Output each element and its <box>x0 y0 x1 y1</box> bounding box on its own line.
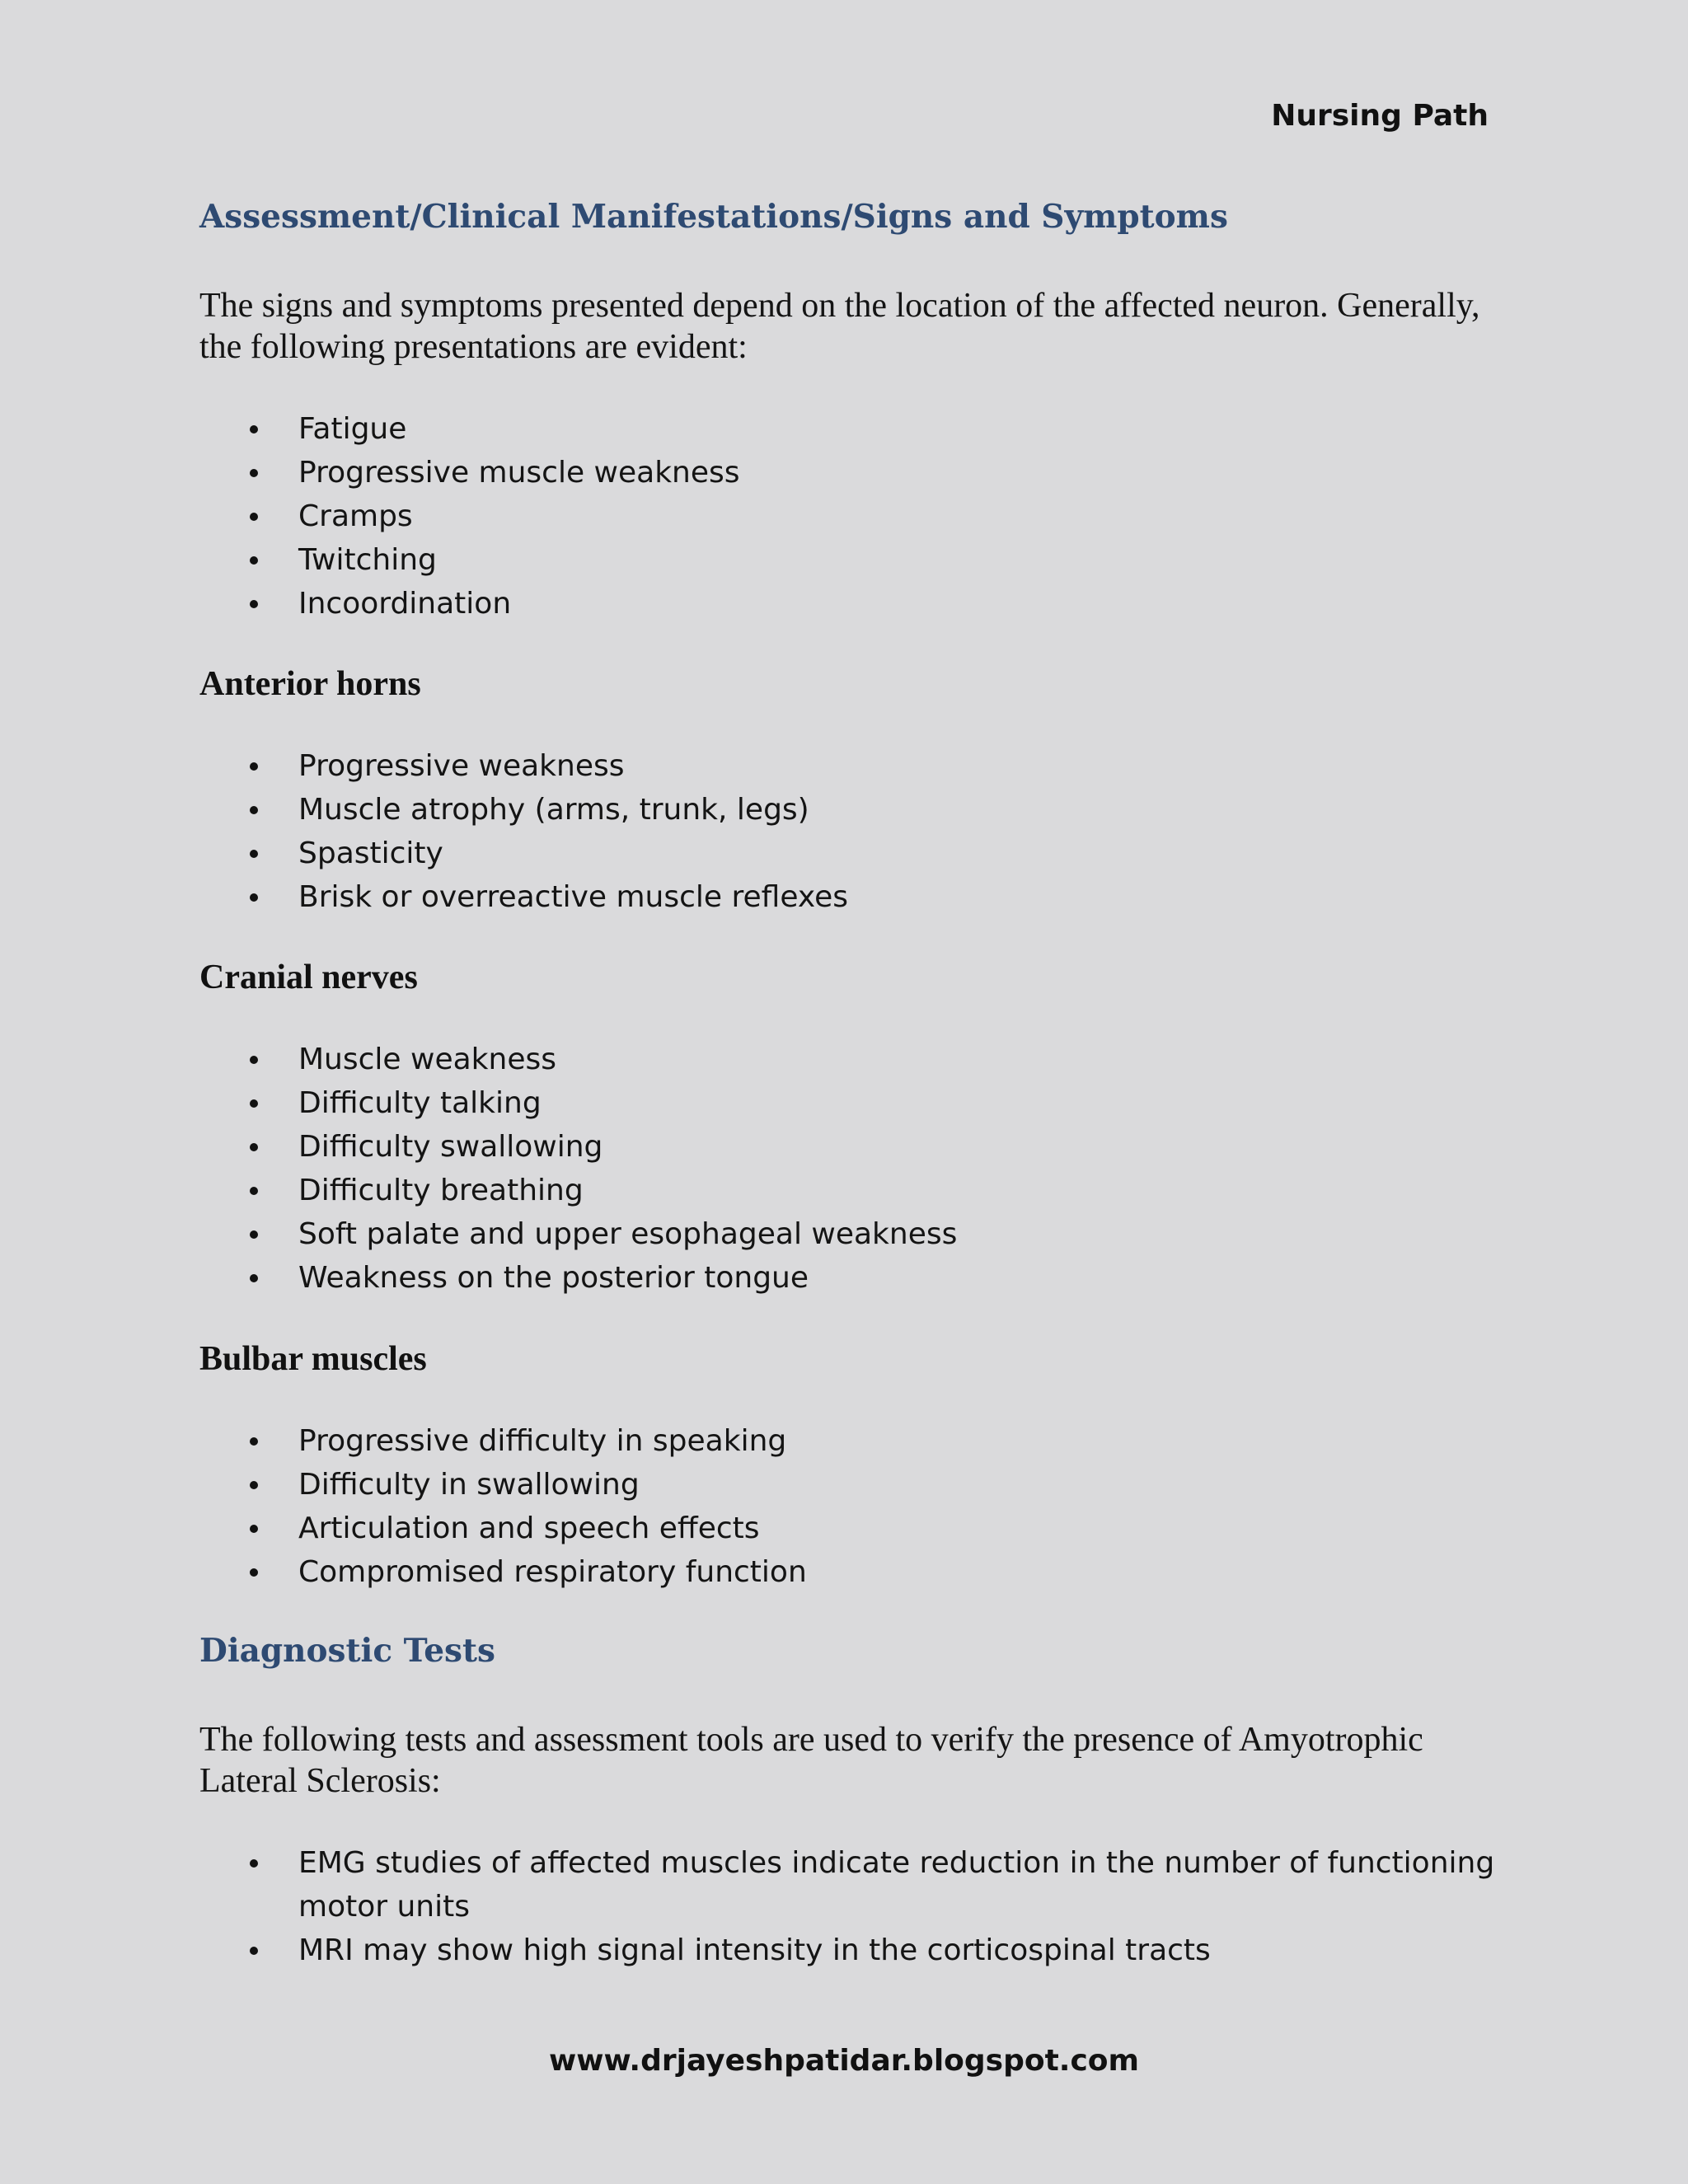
list-item: Progressive difficulty in speaking <box>199 1419 1502 1463</box>
assessment-heading: Assessment/Clinical Manifestations/Signs and Symptoms <box>199 198 1228 236</box>
list-item: MRI may show high signal intensity in the corticospinal tracts <box>199 1929 1502 1972</box>
list-item: EMG studies of affected muscles indicate reduction in the number of functioning motor units <box>199 1841 1502 1929</box>
footer-url: www.drjayeshpatidar.blogspot.com <box>548 2044 1140 2078</box>
cranial-nerves-heading: Cranial nerves <box>199 958 418 996</box>
list-item: Spasticity <box>199 832 1502 875</box>
list-item: Difficulty in swallowing <box>199 1463 1502 1507</box>
list-item: Weakness on the posterior tongue <box>199 1256 1502 1300</box>
list-item: Twitching <box>199 538 1502 582</box>
anterior-horns-heading: Anterior horns <box>199 665 421 703</box>
cranial-nerves-list <box>199 1038 1502 1300</box>
anterior-horns-list <box>199 744 1502 919</box>
list-item: Incoordination <box>199 582 1502 626</box>
list-item: Muscle weakness <box>199 1038 1502 1081</box>
assessment-intro: The signs and symptoms presented depend on the location of the affected neuron. Generally, the following presentations are evident: <box>199 287 1480 366</box>
list-item: Muscle atrophy (arms, trunk, legs) <box>199 788 1502 832</box>
list-item: Brisk or overreactive muscle reflexes <box>199 875 1502 919</box>
diagnostic-tests-list <box>199 1841 1502 1972</box>
general-symptoms-list <box>199 407 1502 626</box>
diagnostic-intro: The following tests and assessment tools are used to verify the presence of Amyotrophic Lateral Sclerosis: <box>199 1721 1423 1800</box>
list-item: Difficulty talking <box>199 1081 1502 1125</box>
list-item: Progressive muscle weakness <box>199 451 1502 494</box>
list-item: Soft palate and upper esophageal weakness <box>199 1212 1502 1256</box>
bulbar-muscles-list <box>199 1419 1502 1594</box>
bulbar-muscles-heading: Bulbar muscles <box>199 1340 427 1378</box>
page-header-title: Nursing Path <box>1271 99 1489 133</box>
list-item: Cramps <box>199 494 1502 538</box>
list-item: Compromised respiratory function <box>199 1550 1502 1594</box>
list-item: Progressive weakness <box>199 744 1502 788</box>
list-item: Articulation and speech effects <box>199 1507 1502 1550</box>
list-item: Fatigue <box>199 407 1502 451</box>
diagnostic-tests-heading: Diagnostic Tests <box>199 1632 495 1670</box>
list-item: Difficulty swallowing <box>199 1125 1502 1169</box>
list-item: Difficulty breathing <box>199 1169 1502 1212</box>
